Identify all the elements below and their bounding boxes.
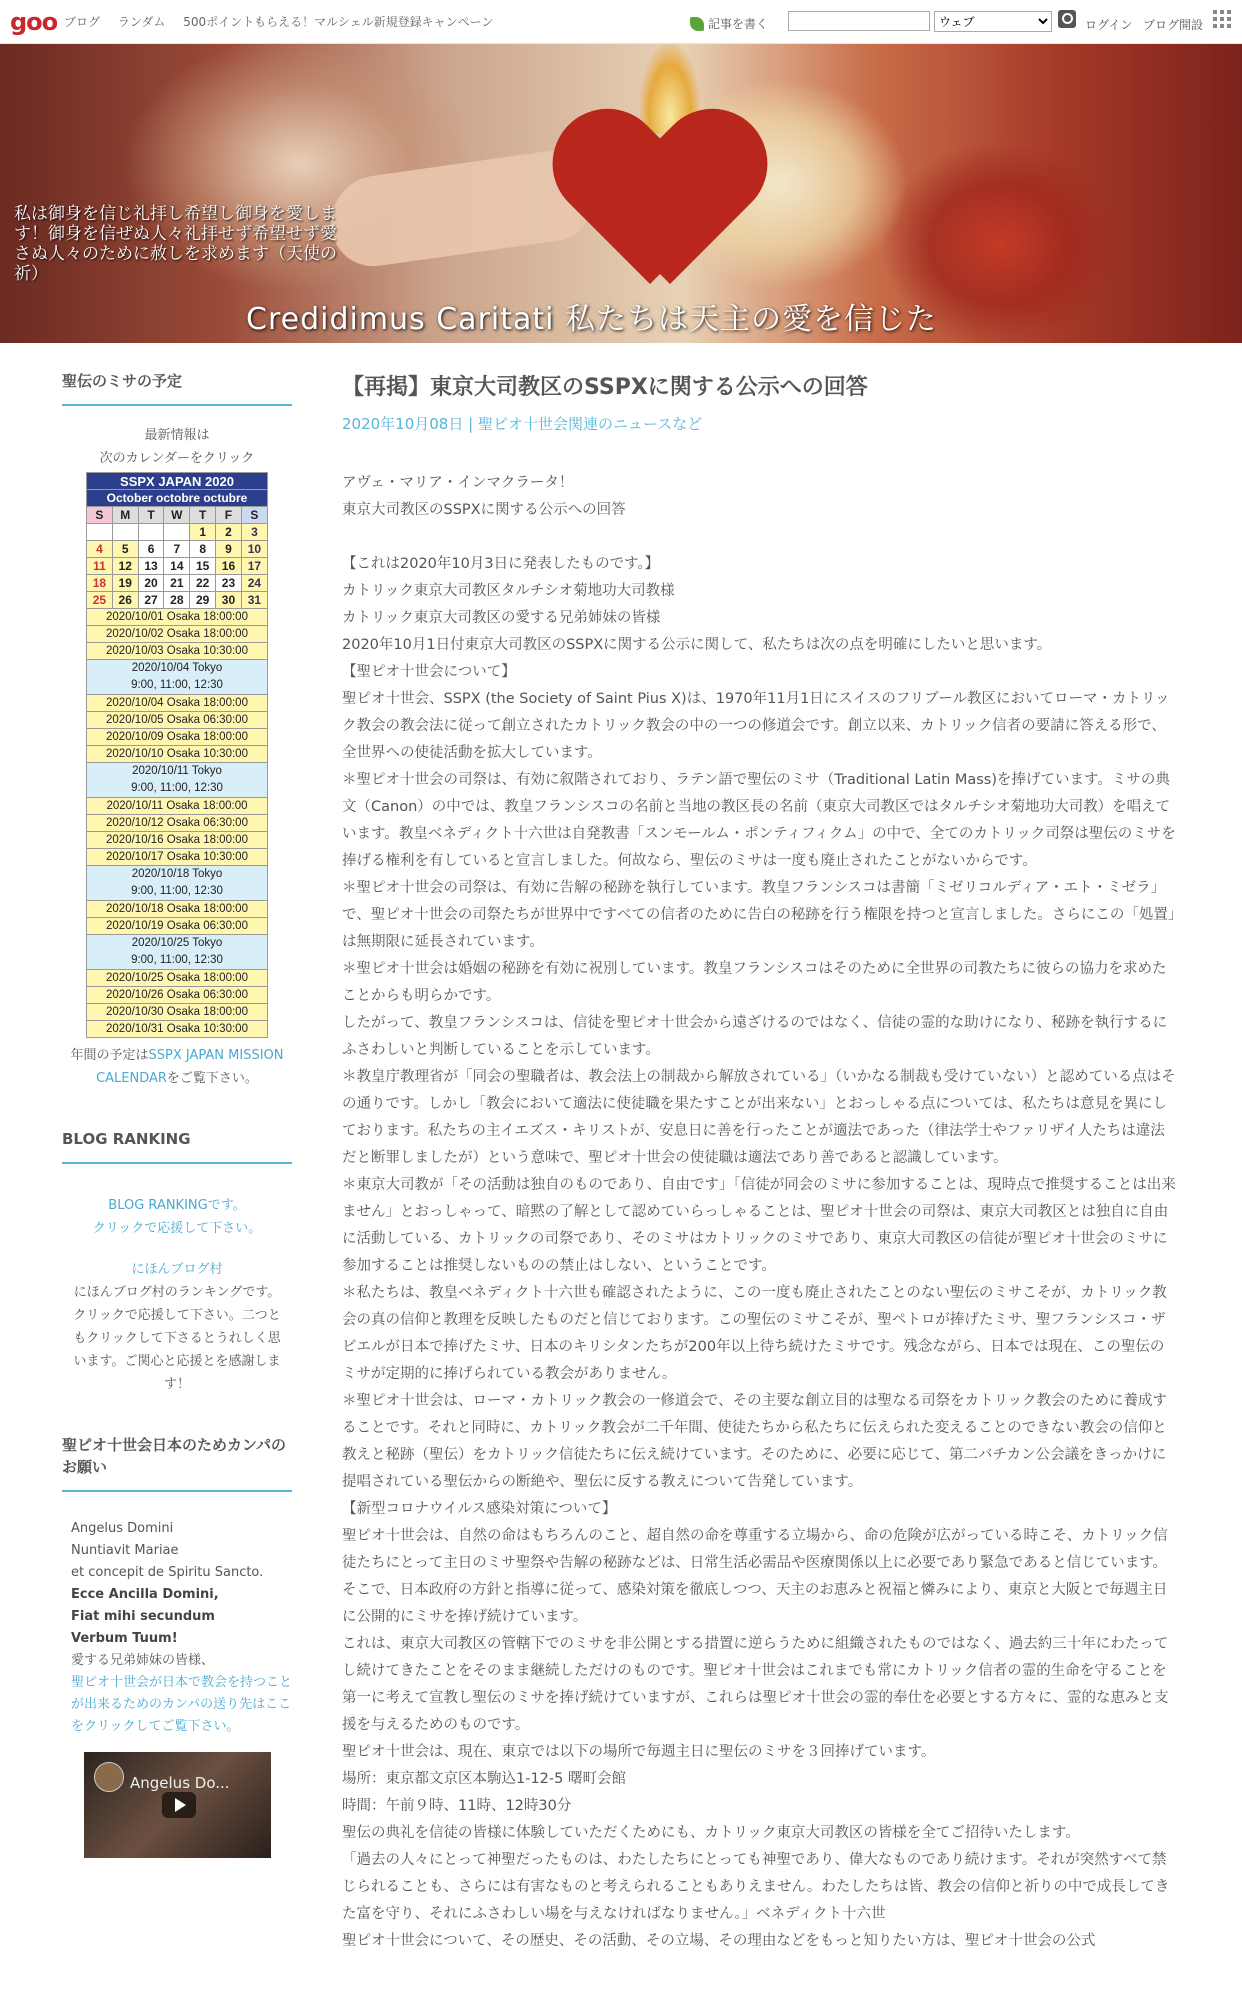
angelus-block [62, 1518, 292, 1738]
calendar-intro-line2: 次のカレンダーをクリック [99, 451, 255, 466]
calendar-weekday: S [241, 507, 267, 524]
calendar-event-osaka[interactable]: 2020/10/31 Osaka 10:30:00 [87, 1021, 268, 1038]
search-icon[interactable] [1058, 10, 1076, 28]
goo-logo[interactable]: goo [10, 8, 58, 36]
post-paragraph: カトリック東京大司教区の愛する兄弟姉妹の皆様 [342, 610, 661, 626]
calendar-day[interactable]: 28 [164, 592, 190, 609]
calendar-day[interactable]: 27 [138, 592, 164, 609]
post-paragraph: これは、東京大司教区の管轄下でのミサを非公開とする措置に逆らうために組織されたものではなく、過去約三十年にわたってし続けてきたことをそのまま継続しただけのものです。聖ピオ十世会はこれまでも常にカトリック信者の霊的生命を守ることを第一に考えて宣教し聖伝のミサを捧げ続けていますが、これらは聖ピオ十世会の霊的奉仕を必要とする方々に、霊的な恵みと支援を与えるためのものです。 [342, 1636, 1169, 1733]
nav-campaign-link[interactable]: 500ポイントもらえる！マルシェル新規登録キャンペーン [183, 15, 494, 29]
angelus-video[interactable] [84, 1752, 271, 1858]
calendar-event-tokyo[interactable] [87, 660, 268, 695]
calendar-day[interactable]: 29 [190, 592, 216, 609]
blank-line [342, 524, 1178, 551]
calendar-event-osaka[interactable]: 2020/10/26 Osaka 06:30:00 [87, 987, 268, 1004]
calendar-day[interactable]: 11 [87, 558, 113, 575]
main-content [342, 370, 1178, 1955]
village-text: にほんブログ村のランキングです。クリックで応援して下さい。二つともクリックして下さるとうれしく思います。ご関心と応援とを感謝します！ [73, 1285, 281, 1392]
calendar-day[interactable]: 14 [164, 558, 190, 575]
calendar-day[interactable]: 24 [241, 575, 267, 592]
calendar-event-osaka[interactable]: 2020/10/25 Osaka 18:00:00 [87, 970, 268, 987]
calendar-event-osaka[interactable]: 2020/10/19 Osaka 06:30:00 [87, 918, 268, 935]
calendar-weekday: M [112, 507, 138, 524]
calendar-event-osaka[interactable]: 2020/10/30 Osaka 18:00:00 [87, 1004, 268, 1021]
calendar-weekday: T [138, 507, 164, 524]
channel-avatar [94, 1762, 124, 1792]
post-paragraph: ＊聖ピオ十世会は、ローマ・カトリック教会の一修道会で、その主要な創立目的は聖なる司祭をカトリック教会のために養成することです。それと同時に、カトリック教会が二千年間、使徒たちから私たちに伝えられた変えることのできない教会の信仰と教えと秘跡（聖伝）をカトリック信徒たちに伝え続けています。そのために、必要に応じて、第二バチカン公会議をきっかけに提唱されている聖伝からの断絶や、聖伝に反する教えについて告発しています。 [342, 1393, 1168, 1490]
search-scope-select[interactable] [934, 11, 1052, 32]
post-paragraph: ＊聖ピオ十世会は婚姻の秘跡を有効に祝別しています。教皇フランシスコはそのために全世界の司教たちに彼らの協力を求めたことからも明らかです。 [342, 961, 1167, 1004]
post-paragraph: 【聖ピオ十世会について】 [342, 664, 516, 680]
blog-ranking-block [62, 1194, 292, 1396]
calendar-event-osaka[interactable]: 2020/10/05 Osaka 06:30:00 [87, 712, 268, 729]
calendar-event-osaka[interactable]: 2020/10/01 Osaka 18:00:00 [87, 609, 268, 626]
calendar-day[interactable]: 15 [190, 558, 216, 575]
calendar-day [164, 524, 190, 541]
post-paragraph: 2020年10月1日付東京大司教区のSSPXに関する公示に関して、私たちは次の点を明確にしたいと思います。 [342, 637, 1052, 653]
calendar-day[interactable]: 5 [112, 541, 138, 558]
angelus-line-3: et concepit de Spiritu Sancto. [71, 1565, 264, 1580]
post-paragraph: 場所：東京都文京区本駒込1-12-5 曙町会館 [342, 1771, 626, 1787]
angelus-bold-2: Fiat mihi secundum [71, 1609, 215, 1624]
calendar-day[interactable]: 26 [112, 592, 138, 609]
calendar-event-osaka[interactable]: 2020/10/11 Osaka 18:00:00 [87, 798, 268, 815]
header-banner[interactable] [0, 44, 1242, 343]
sidebar-heading-mass-schedule: 聖伝のミサの予定 [62, 370, 292, 406]
calendar-intro-line1: 最新情報は [144, 428, 210, 443]
top-nav [64, 13, 507, 30]
post-paragraph: ＊私たちは、教皇ベネディクト十六世も確認されたように、この一度も廃止されたことのない聖伝のミサこそが、カトリック教会の真の信仰と教理を反映したものだと信じております。この聖伝のミサこそが、聖ペトロが捧げたミサ、聖フランシスコ・ザビエルが日本で捧げたミサ、日本のキリシタンたちが200年以上待ち続けたミサです。残念ながら、日本では現在、この聖伝のミサが定期的に捧げられている教会がありません。 [342, 1285, 1167, 1382]
annual-suffix: をご覧下さい。 [166, 1071, 258, 1086]
top-bar [0, 0, 1242, 44]
blog-title[interactable]: Credidimus Caritati 私たちは天主の愛を信じた [246, 302, 938, 337]
sacred-heart-image [560, 114, 760, 284]
calendar-day[interactable]: 22 [190, 575, 216, 592]
post-date: 2020年10月08日 [342, 415, 464, 433]
post-paragraph: 【新型コロナウイルス感染対策について】 [342, 1501, 617, 1517]
calendar-weekday: W [164, 507, 190, 524]
pen-icon [690, 17, 704, 31]
post-paragraph: 東京大司教区のSSPXに関する公示への回答 [342, 502, 626, 518]
calendar-day[interactable]: 31 [241, 592, 267, 609]
write-article-link[interactable] [690, 15, 768, 32]
calendar-intro [62, 424, 292, 470]
calendar-day[interactable]: 3 [241, 524, 267, 541]
post-title[interactable]: 【再掲】東京大司教区のSSPXに関する公示への回答 [342, 375, 868, 400]
video-title: Angelus Do... [130, 1774, 230, 1792]
post-category-link[interactable]: 聖ピオ十世会関連のニュースなど [477, 415, 703, 433]
calendar-day[interactable]: 9 [216, 541, 242, 558]
apps-grid-icon[interactable] [1213, 10, 1231, 28]
meta-separator: | [463, 415, 478, 433]
calendar-day[interactable]: 25 [87, 592, 113, 609]
calendar-day[interactable]: 16 [216, 558, 242, 575]
calendar-event-osaka[interactable]: 2020/10/18 Osaka 18:00:00 [87, 901, 268, 918]
post-paragraph: カトリック東京大司教区タルチシオ菊地功大司教様 [342, 583, 675, 599]
angelus-line-1: Angelus Domini [71, 1521, 174, 1536]
calendar-event-tokyo[interactable] [87, 935, 268, 970]
annual-schedule-note [62, 1044, 292, 1090]
angelus-bold-3: Verbum Tuum! [71, 1631, 178, 1646]
post-paragraph: ＊聖ピオ十世会の司祭は、有効に告解の秘跡を執行しています。教皇フランシスコは書簡「ミゼリコルディア・エト・ミゼラ」で、聖ピオ十世会の司祭たちが世界中ですべての信者のために告白の秘跡を行う権限を持つと宣言しました。さらにこの「処置」は無期限に延長されています。 [342, 880, 1176, 950]
calendar-weekday: S [87, 507, 113, 524]
annual-prefix: 年間の予定は [70, 1048, 149, 1063]
angelus-bold-1: Ecce Ancilla Domini, [71, 1587, 219, 1602]
calendar-day[interactable]: 2 [216, 524, 242, 541]
calendar-day[interactable]: 17 [241, 558, 267, 575]
calendar-event-times: 9:00, 11:00, 12:30 [131, 885, 223, 897]
calendar-month: October octobre octubre [87, 490, 268, 507]
calendar-event-date: 2020/10/18 Tokyo [131, 868, 223, 880]
calendar-weekday: T [190, 507, 216, 524]
open-blog-link[interactable]: ブログ開設 [1143, 18, 1204, 32]
calendar-event-osaka[interactable]: 2020/10/02 Osaka 18:00:00 [87, 626, 268, 643]
sidebar-heading-donation: 聖ピオ十世会日本のためカンパのお願い [62, 1434, 292, 1492]
sidebar [62, 370, 292, 1858]
blog-ranking-link[interactable]: BLOG RANKINGです。 [108, 1198, 246, 1213]
calendar-day[interactable]: 12 [112, 558, 138, 575]
post-paragraph: 【これは2020年10月3日に発表したものです。】 [342, 556, 660, 572]
calendar-title: SSPX JAPAN 2020 [87, 473, 268, 490]
mass-calendar[interactable] [86, 472, 268, 1038]
post-paragraph: ＊聖ピオ十世会の司祭は、有効に叙階されており、ラテン語で聖伝のミサ（Traditional Latin Mass)を捧げています。ミサの典文（Canon）の中では、教皇フランシスコの名前と当地の教区長の名前（東京大司教区ではタルチシオ菊地功大司教）を唱えています。教皇ベネディクト十六世は自発教書「スンモールム・ポンティフィクム」の中で、全てのカトリック司祭は聖伝のミサを捧げる権利を有していると宣言しました。何故なら、聖伝のミサは一度も廃止されたことがないからです。 [342, 772, 1176, 869]
post-paragraph: 時間：午前９時、11時、12時30分 [342, 1798, 572, 1814]
calendar-day[interactable]: 19 [112, 575, 138, 592]
post-paragraph: 聖ピオ十世会は、自然の命はもちろんのこと、超自然の命を尊重する立場から、命の危険が広がっている時こそ、カトリック信徒たちにとって主日のミサ聖祭や告解の秘跡などは、日常生活必需品や医療関係以上に必要であり緊急であると信じています。そこで、日本政府の方針と指導に従って、感染対策を徹底しつつ、天主のお恵みと祝福と憐みにより、東京と大阪とで毎週主日に公開的にミサを捧げ続けています。 [342, 1528, 1168, 1625]
calendar-day[interactable]: 18 [87, 575, 113, 592]
calendar-event-osaka[interactable]: 2020/10/10 Osaka 10:30:00 [87, 746, 268, 763]
calendar-event-times: 9:00, 11:00, 12:30 [131, 782, 223, 794]
calendar-day [112, 524, 138, 541]
calendar-day[interactable]: 6 [138, 541, 164, 558]
calendar-event-osaka[interactable]: 2020/10/17 Osaka 10:30:00 [87, 849, 268, 866]
calendar-event-tokyo[interactable] [87, 866, 268, 901]
calendar-weekday: F [216, 507, 242, 524]
nav-blog-link[interactable]: ブログ [64, 15, 101, 29]
donation-link[interactable]: 聖ピオ十世会が日本で教会を持つことが出来るためのカンパの送り先はここをクリックしてご覧下さい。 [71, 1675, 293, 1734]
post-paragraph: アヴェ・マリア・インマクラータ！ [342, 475, 574, 491]
mission-calendar-link[interactable]: SSPX JAPAN MISSION CALENDAR [96, 1048, 284, 1086]
angelus-line-2: Nuntiavit Mariae [71, 1543, 179, 1558]
sidebar-heading-blog-ranking: BLOG RANKING [62, 1128, 292, 1164]
calendar-day[interactable]: 23 [216, 575, 242, 592]
post-paragraph: ＊教皇庁教理省が「同会の聖職者は、教会法上の制裁から解放されている」（いかなる制裁も受けていない）と認めている点はその通りです。しかし「教会において適法に使徒職を果たすことが出来ない」とおっしゃる点については、私たちは意見を異にしております。私たちの主イエズス・キリストが、安息日に善を行ったことが適法であった（律法学士やファリザイ人たちは違法だと断罪しましたが）という意味で、聖ピオ十世会の使徒職は適法であり善であると認識しています。 [342, 1069, 1176, 1166]
calendar-day [87, 524, 113, 541]
calendar-day[interactable]: 21 [164, 575, 190, 592]
calendar-day[interactable]: 8 [190, 541, 216, 558]
calendar-day [138, 524, 164, 541]
donation-greeting: 愛する兄弟姉妹の皆様、 [71, 1653, 215, 1668]
calendar-day[interactable]: 1 [190, 524, 216, 541]
calendar-event-osaka[interactable]: 2020/10/04 Osaka 18:00:00 [87, 695, 268, 712]
post-paragraph: したがって、教皇フランシスコは、信徒を聖ピオ十世会から遠ざけるのではなく、信徒の霊的な助けになり、秘跡を執行するにふさわしいと判断していることを示しています。 [342, 1015, 1168, 1058]
play-icon[interactable] [162, 1792, 196, 1818]
calendar-event-date: 2020/10/04 Tokyo [131, 662, 223, 674]
calendar-event-times: 9:00, 11:00, 12:30 [131, 679, 223, 691]
post-paragraph: 聖ピオ十世会について、その歴史、その活動、その立場、その理由などをもっと知りたい方は、聖ピオ十世会の公式 [342, 1933, 1096, 1949]
calendar-day[interactable]: 13 [138, 558, 164, 575]
post-paragraph: 「過去の人々にとって神聖だったものは、わたしたちにとっても神聖であり、偉大なものであり続けます。それが突然すべて禁じられることも、さらには有害なものと考えられることもありえません。わたしたちは皆、教会の信仰と祈りの中で成長してきた富を守り、それにふさわしい場を与えなければなりません。」ベネディクト十六世 [342, 1852, 1170, 1922]
write-article-label: 記事を書く [708, 17, 769, 31]
nihon-blog-village-link[interactable]: にほんブログ村 [131, 1262, 223, 1277]
login-link[interactable]: ログイン [1085, 18, 1133, 32]
post-paragraph: ＊東京大司教が「その活動は独自のものであり、自由です」「信徒が同会のミサに参加することは、現時点で推奨することは出来ません」とおっしゃって、暗黙の了解として認めていらっしゃることは、聖ピオ十世会の司祭は、東京大司教区とは独自に自由に活動している、カトリックの司祭であり、そのミサはカトリックのミサであり、東京大司教区の信徒が聖ピオ十世会のミサに参加することは推奨しないものの禁止はしない、ということです。 [342, 1177, 1176, 1274]
calendar-day[interactable]: 10 [241, 541, 267, 558]
post-meta [342, 413, 1178, 434]
banner-quote: 私は御身を信じ礼拝し希望し御身を愛します！御身を信ぜぬ人々礼拝せず希望せず愛さぬ人々のために赦しを求めます（天使の祈） [14, 204, 337, 284]
calendar-event-osaka[interactable]: 2020/10/09 Osaka 18:00:00 [87, 729, 268, 746]
post-paragraph: 聖ピオ十世会、SSPX (the Society of Saint Pius X)は、1970年11月1日にスイスのフリブール教区においてローマ・カトリック教会の教会法に従って創立されたカトリック教会の中の一つの修道会です。創立以来、カトリック信者の要請に答える形で、全世界への使徒活動を拡大しています。 [342, 691, 1170, 761]
calendar-day[interactable]: 7 [164, 541, 190, 558]
post-paragraph: 聖伝の典礼を信徒の皆様に体験していただくためにも、カトリック東京大司教区の皆様を全てご招待いたします。 [342, 1825, 1080, 1841]
blog-ranking-sub-link[interactable]: クリックで応援して下さい。 [92, 1221, 262, 1236]
search-input[interactable] [788, 11, 930, 31]
calendar-event-date: 2020/10/25 Tokyo [131, 937, 223, 949]
calendar-day[interactable]: 30 [216, 592, 242, 609]
calendar-event-osaka[interactable]: 2020/10/16 Osaka 18:00:00 [87, 832, 268, 849]
calendar-day[interactable]: 20 [138, 575, 164, 592]
post-paragraph: 聖ピオ十世会は、現在、東京では以下の場所で毎週主日に聖伝のミサを３回捧げています。 [342, 1744, 936, 1760]
calendar-event-tokyo[interactable] [87, 763, 268, 798]
nav-random-link[interactable]: ランダム [117, 15, 166, 29]
calendar-event-date: 2020/10/11 Tokyo [132, 765, 222, 777]
post-body [342, 470, 1178, 1955]
calendar-event-times: 9:00, 11:00, 12:30 [131, 954, 223, 966]
calendar-event-osaka[interactable]: 2020/10/03 Osaka 10:30:00 [87, 643, 268, 660]
calendar-event-osaka[interactable]: 2020/10/12 Osaka 06:30:00 [87, 815, 268, 832]
calendar-day[interactable]: 4 [87, 541, 113, 558]
